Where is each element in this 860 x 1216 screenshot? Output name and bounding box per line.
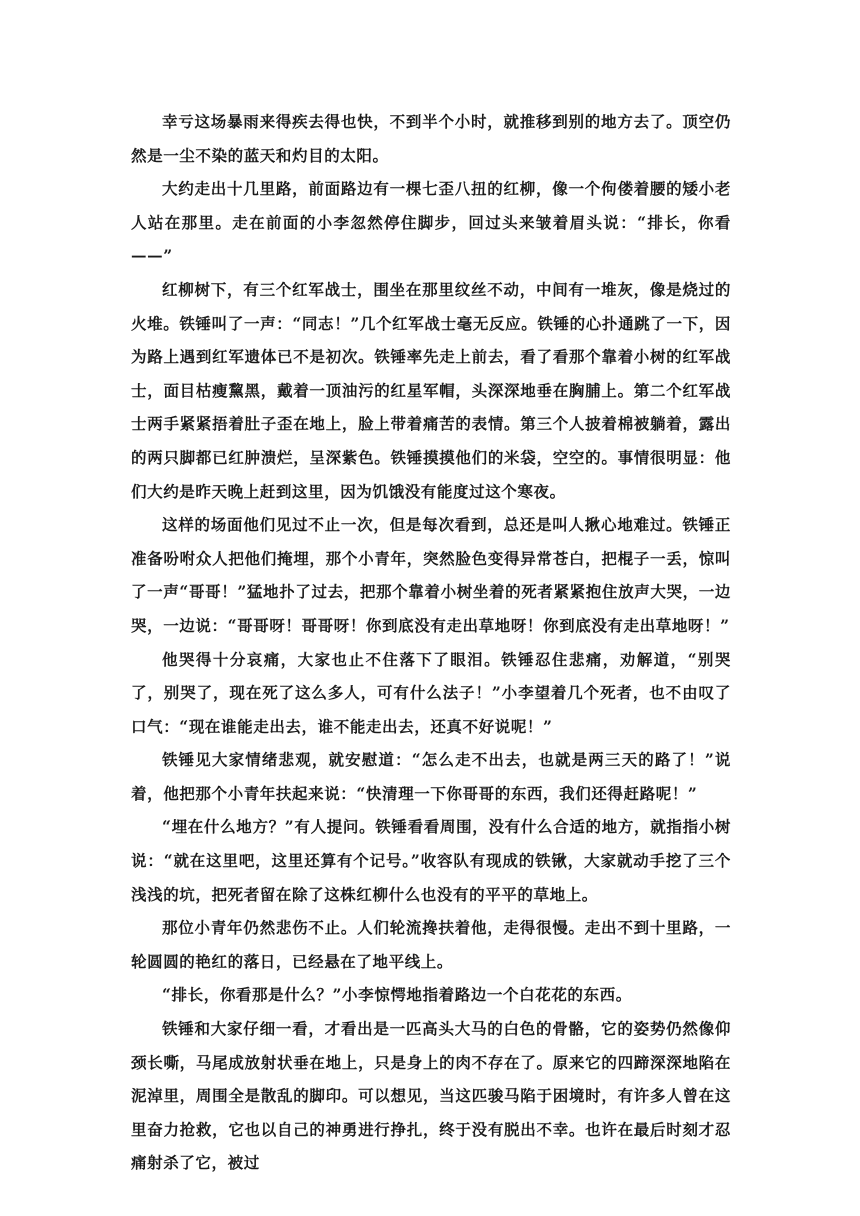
paragraph-10: 铁锤和大家仔细一看，才看出是一匹高头大马的白色的骨骼，它的姿势仍然像仰颈长嘶，马尾成放射状垂在地上，只是身上的肉不存在了。原来它的四蹄深深地陷在泥淖里，周围全是散乱的脚印。可以想见，当这匹骏马陷于困境时，有许多人曾在这里奋力抢救，它也以自己的神勇进行挣扎，终于没有脱出不幸。也许在最后时刻才忍痛射杀了它，被过 (131, 1019, 731, 1173)
document-page (131, 105, 731, 1180)
paragraph-6: 铁锤见大家情绪悲观，就安慰道：“怎么走不出去，也就是两三天的路了！”说着，他把那个小青年扶起来说：“快清理一下你哥哥的东西，我们还得赶路呢！” (131, 750, 731, 803)
paragraph-2: 大约走出十几里路，前面路边有一棵七歪八扭的红柳，像一个佝偻着腰的矮小老人站在那里。走在前面的小李忽然停住脚步，回过头来皱着眉头说：“排长，你看——” (131, 179, 731, 266)
paragraph-9: “排长，你看那是什么？”小李惊愕地指着路边一个白花花的东西。 (162, 985, 632, 1005)
paragraph-8: 那位小青年仍然悲伤不止。人们轮流搀扶着他，走得很慢。走出不到十里路，一轮圆圆的艳红的落日，已经悬在了地平线上。 (131, 918, 731, 971)
paragraph-1: 幸亏这场暴雨来得疾去得也快，不到半个小时，就推移到别的地方去了。顶空仍然是一尘不染的蓝天和灼目的太阳。 (131, 112, 731, 165)
paragraph-7: “埋在什么地方？”有人提问。铁锤看看周围，没有什么合适的地方，就指指小树说：“就在这里吧，这里还算有个记号。”收容队有现成的铁锹，大家就动手挖了三个浅浅的坑，把死者留在除了这株红柳什么也没有的平平的草地上。 (131, 817, 731, 904)
paragraph-3: 红柳树下，有三个红军战士，围坐在那里纹丝不动，中间有一堆灰，像是烧过的火堆。铁锤叫了一声：“同志！”几个红军战士毫无反应。铁锤的心扑通跳了一下，因为路上遇到红军遗体已不是初次。铁锤率先走上前去，看了看那个靠着小树的红军战士，面目枯瘦黧黑，戴着一顶油污的红星军帽，头深深地垂在胸脯上。第二个红军战士两手紧紧捂着肚子歪在地上，脸上带着痛苦的表情。第三个人披着棉被躺着，露出的两只脚都已红肿溃烂，呈深紫色。铁锤摸摸他们的米袋，空空的。事情很明显：他们大约是昨天晚上赶到这里，因为饥饿没有能度过这个寒夜。 (131, 279, 731, 501)
paragraph-5: 他哭得十分哀痛，大家也止不住落下了眼泪。铁锤忍住悲痛，劝解道，“别哭了，别哭了，现在死了这么多人，可有什么法子！”小李望着几个死者，也不由叹了口气：“现在谁能走出去，谁不能走出去，还真不好说呢！” (131, 649, 731, 736)
paragraph-4: 这样的场面他们见过不止一次，但是每次看到，总还是叫人揪心地难过。铁锤正准备吩咐众人把他们掩埋，那个小青年，突然脸色变得异常苍白，把棍子一丢，惊叫了一声“哥哥！”猛地扑了过去，把那个靠着小树坐着的死者紧紧抱住放声大哭，一边哭，一边说：“哥哥呀！哥哥呀！你到底没有走出草地呀！你到底没有走出草地呀！” (131, 515, 731, 635)
